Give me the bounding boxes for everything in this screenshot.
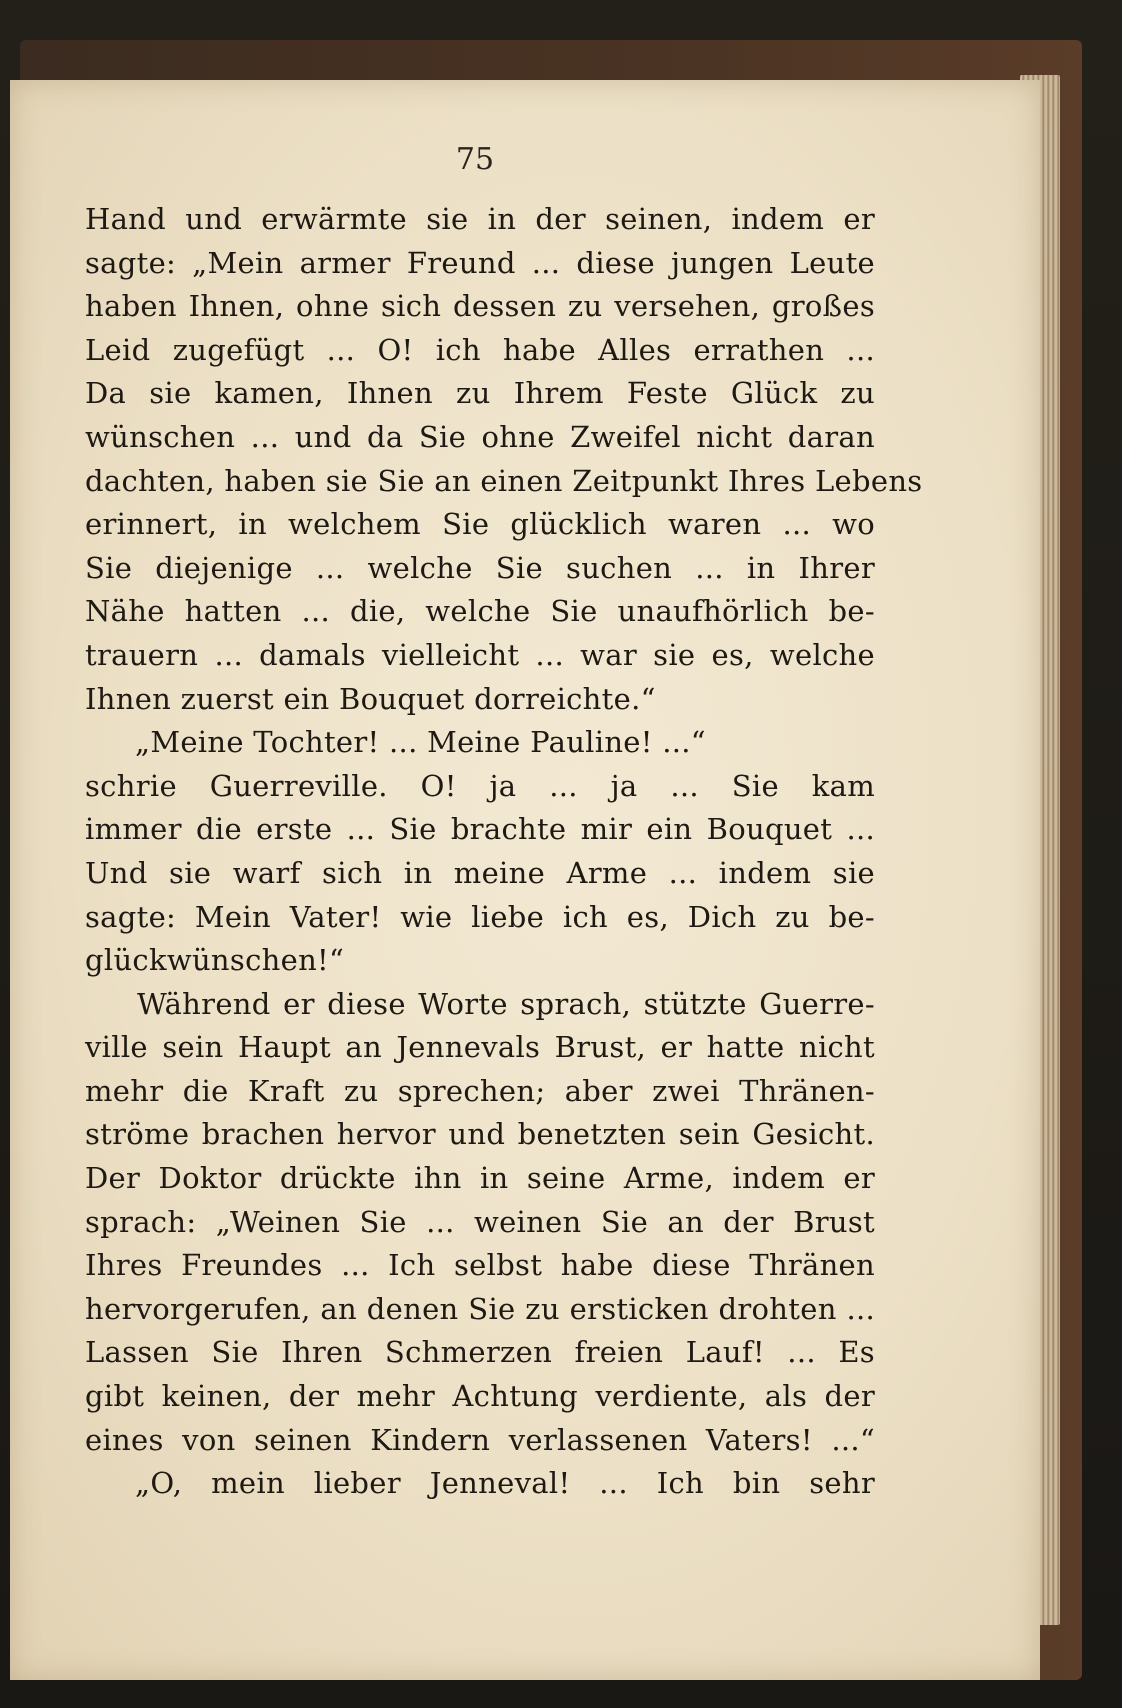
text-line: dachten, haben sie Sie an einen Zeitpunkt Ihres Lebens: [85, 463, 923, 498]
text-line: ville sein Haupt an Jennevals Brust, er hatte nicht: [85, 1030, 875, 1065]
text-line: erinnert, in welchem Sie glücklich waren ... wo: [85, 507, 875, 542]
text-line: Hand und erwärmte sie in der seinen, indem er: [85, 202, 875, 236]
text-line: haben Ihnen, ohne sich dessen zu versehen, großes: [85, 289, 875, 324]
page-number: 75: [455, 142, 495, 177]
text-line: Da sie kamen, Ihnen zu Ihrem Feste Glück zu: [85, 376, 875, 411]
text-line: Sie diejenige ... welche Sie suchen ... in Ihrer: [85, 550, 875, 585]
text-line: schrie Guerreville. O! ja ... ja ... Sie kam: [85, 768, 875, 803]
text-line: hervorgerufen, an denen Sie zu ersticken drohten ...: [85, 1291, 875, 1326]
text-line: „O, mein lieber Jenneval! ... Ich bin sehr: [135, 1466, 875, 1501]
text-line: wünschen ... und da Sie ohne Zweifel nicht daran: [85, 419, 875, 454]
text-line: mehr die Kraft zu sprechen; aber zwei Thränen-: [85, 1073, 875, 1108]
text-line: „Meine Tochter! ... Meine Pauline! ...“: [135, 725, 706, 760]
text-line: immer die erste ... Sie brachte mir ein Bouquet ...: [85, 812, 875, 847]
text-line: sagte: „Mein armer Freund ... diese jungen Leute: [85, 245, 875, 280]
text-line: Ihres Freundes ... Ich selbst habe diese Thränen: [85, 1248, 875, 1283]
text-line: Ihnen zuerst ein Bouquet dorreichte.“: [85, 681, 656, 716]
text-line: ströme brachen hervor und benetzten sein Gesicht.: [85, 1117, 875, 1152]
text-line: eines von seinen Kindern verlassenen Vaters! ...“: [85, 1422, 875, 1457]
text-line: Und sie warf sich in meine Arme ... indem sie: [85, 855, 875, 890]
text-line: Leid zugefügt ... O! ich habe Alles errathen ...: [85, 332, 875, 367]
text-line: gibt keinen, der mehr Achtung verdiente, als der: [85, 1379, 875, 1414]
text-line: Der Doktor drückte ihn in seine Arme, indem er: [85, 1161, 875, 1196]
text-line: Während er diese Worte sprach, stützte Guerre-: [137, 986, 875, 1021]
text-line: trauern ... damals vielleicht ... war sie es, welche: [85, 637, 875, 672]
page-text: [85, 198, 923, 1506]
text-line: Nähe hatten ... die, welche Sie unaufhörlich be-: [85, 594, 875, 629]
text-line: glückwünschen!“: [85, 943, 345, 978]
text-line: sagte: Mein Vater! wie liebe ich es, Dich zu be-: [85, 899, 875, 934]
text-line: Lassen Sie Ihren Schmerzen freien Lauf! ... Es: [85, 1335, 875, 1370]
book-page: [10, 80, 1040, 1680]
text-line: sprach: „Weinen Sie ... weinen Sie an der Brust: [85, 1204, 875, 1239]
